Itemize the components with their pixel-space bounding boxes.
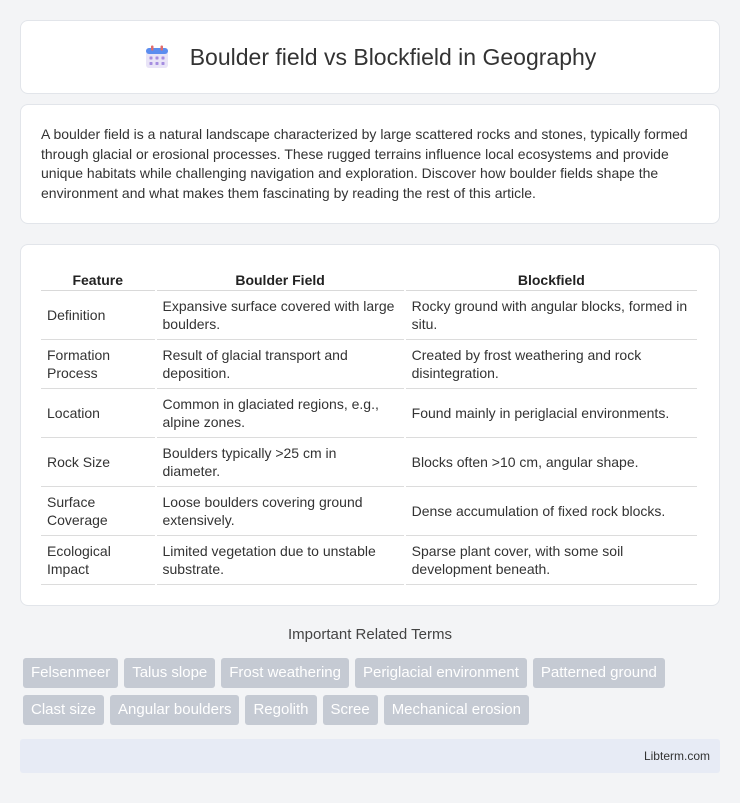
comparison-table — [39, 265, 699, 585]
table-cell: Rock Size — [41, 438, 155, 487]
table-cell: Ecological Impact — [41, 536, 155, 585]
table-cell: Surface Coverage — [41, 487, 155, 536]
table-cell: Definition — [41, 291, 155, 340]
term-tag[interactable]: Frost weathering — [221, 658, 349, 688]
table-cell: Rocky ground with angular blocks, formed in situ. — [406, 291, 697, 340]
table-cell: Loose boulders covering ground extensively. — [157, 487, 404, 536]
term-tag[interactable]: Talus slope — [124, 658, 215, 688]
footer-brand-link[interactable]: Libterm.com — [643, 749, 710, 763]
related-terms-title: Important Related Terms — [288, 626, 452, 643]
table-cell: Limited vegetation due to unstable substrate. — [157, 536, 404, 585]
table-cell: Formation Process — [41, 340, 155, 389]
table-cell: Dense accumulation of fixed rock blocks. — [406, 487, 697, 536]
table-row — [41, 438, 697, 487]
table-cell: Sparse plant cover, with some soil development beneath. — [406, 536, 697, 585]
table-cell: Result of glacial transport and deposition. — [157, 340, 404, 389]
term-tag[interactable]: Regolith — [245, 695, 316, 725]
column-header: Feature — [41, 265, 155, 291]
page-title: Boulder field vs Blockfield in Geography — [189, 43, 597, 70]
related-terms-list — [23, 658, 723, 725]
term-tag[interactable]: Clast size — [23, 695, 104, 725]
intro-text: A boulder field is a natural landscape characterized by large scattered rocks and stones, typically formed through glacial or erosional processes. These rugged terrains influence local ecosystems and provide unique habitats while challenging navigation and exploration. Discover how boulder fields shape the environment and what makes them fascinating by reading the rest of this article. — [41, 126, 688, 201]
table-cell: Common in glaciated regions, e.g., alpine zones. — [157, 389, 404, 438]
calendar-icon — [144, 44, 170, 70]
table-row — [41, 389, 697, 438]
table-row — [41, 340, 697, 389]
column-header: Blockfield — [406, 265, 697, 291]
table-cell: Location — [41, 389, 155, 438]
comparison-card — [20, 244, 720, 606]
header-card — [20, 20, 720, 94]
footer — [20, 739, 720, 773]
term-tag[interactable]: Periglacial environment — [355, 658, 527, 688]
term-tag[interactable]: Mechanical erosion — [384, 695, 529, 725]
column-header: Boulder Field — [157, 265, 404, 291]
term-tag[interactable]: Felsenmeer — [23, 658, 118, 688]
table-cell: Found mainly in periglacial environments. — [406, 389, 697, 438]
term-tag[interactable]: Scree — [323, 695, 378, 725]
table-row — [41, 291, 697, 340]
intro-card — [20, 104, 720, 224]
table-cell: Boulders typically >25 cm in diameter. — [157, 438, 404, 487]
table-cell: Blocks often >10 cm, angular shape. — [406, 438, 697, 487]
term-tag[interactable]: Angular boulders — [110, 695, 239, 725]
table-row — [41, 487, 697, 536]
table-cell: Expansive surface covered with large boulders. — [157, 291, 404, 340]
term-tag[interactable]: Patterned ground — [533, 658, 665, 688]
table-row — [41, 536, 697, 585]
table-header-row — [41, 265, 697, 291]
table-cell: Created by frost weathering and rock disintegration. — [406, 340, 697, 389]
